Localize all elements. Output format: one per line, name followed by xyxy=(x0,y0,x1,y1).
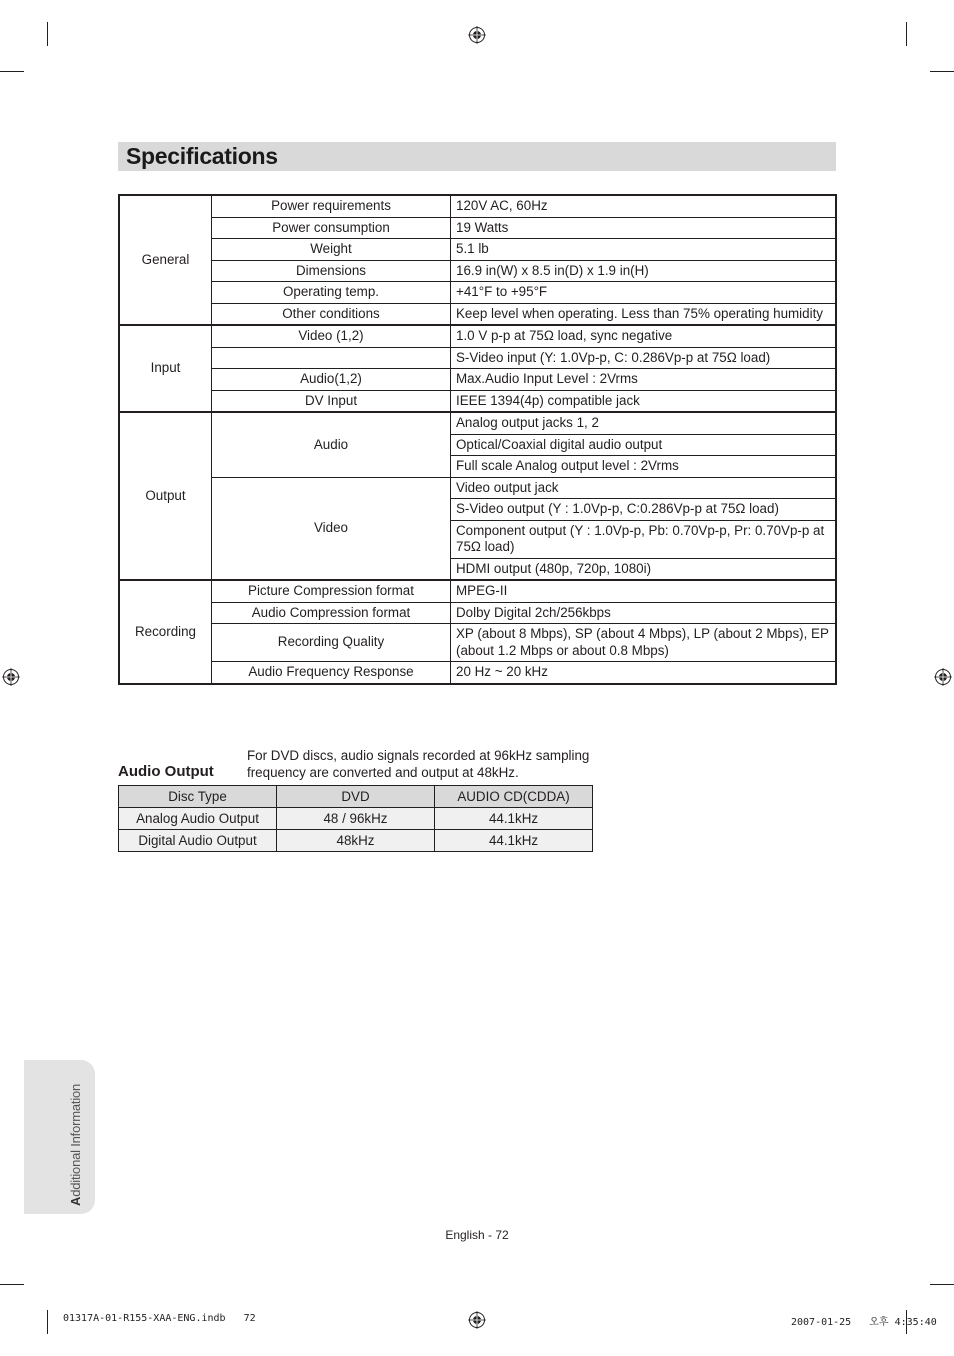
value-cell: 5.1 lb xyxy=(451,239,837,261)
category-cell: Recording xyxy=(119,580,212,684)
crop-mark xyxy=(0,71,24,72)
value-cell: S-Video input (Y: 1.0Vp-p, C: 0.286Vp-p at 75Ω load) xyxy=(451,347,837,369)
table-row xyxy=(119,369,836,391)
audio-output-note: For DVD discs, audio signals recorded at 96kHz sampling frequency are converted and output at 48kHz. xyxy=(247,748,590,780)
table-row xyxy=(119,580,836,602)
side-tab-first-letter: A xyxy=(68,1196,83,1206)
item-cell: Power consumption xyxy=(212,217,451,239)
table-row xyxy=(119,347,836,369)
table-row xyxy=(119,624,836,662)
value-cell: Dolby Digital 2ch/256kbps xyxy=(451,602,837,624)
value-cell: MPEG-II xyxy=(451,580,837,602)
table-row xyxy=(119,662,836,684)
item-cell: Operating temp. xyxy=(212,282,451,304)
table-row xyxy=(119,477,836,499)
print-file-info: 01317A-01-R155-XAA-ENG.indb 72 xyxy=(63,1313,256,1324)
table-row xyxy=(119,602,836,624)
table-row xyxy=(119,808,593,830)
column-header: AUDIO CD(CDDA) xyxy=(435,786,593,808)
category-cell: Input xyxy=(119,325,212,412)
spec-group-recording xyxy=(119,580,836,684)
registration-mark-icon xyxy=(468,1311,486,1329)
spec-group-output xyxy=(119,412,836,580)
table-cell: Analog Audio Output xyxy=(119,808,277,830)
table-row xyxy=(119,239,836,261)
print-date-info: 2007-01-25 오후 4:35:40 xyxy=(791,1317,937,1328)
table-cell: 48 / 96kHz xyxy=(277,808,435,830)
table-header-row xyxy=(119,786,593,808)
item-cell: Picture Compression format xyxy=(212,580,451,602)
value-cell: IEEE 1394(4p) compatible jack xyxy=(451,390,837,412)
value-cell: +41°F to +95°F xyxy=(451,282,837,304)
registration-mark-icon xyxy=(934,668,952,686)
value-cell: Analog output jacks 1, 2 xyxy=(451,412,837,434)
table-cell: 48kHz xyxy=(277,830,435,852)
section-side-tab xyxy=(24,1060,95,1214)
value-cell: 16.9 in(W) x 8.5 in(D) x 1.9 in(H) xyxy=(451,260,837,282)
item-cell: Weight xyxy=(212,239,451,261)
table-cell: 44.1kHz xyxy=(435,808,593,830)
table-cell: Digital Audio Output xyxy=(119,830,277,852)
category-cell: General xyxy=(119,195,212,325)
table-row xyxy=(119,217,836,239)
column-header: Disc Type xyxy=(119,786,277,808)
value-cell: S-Video output (Y : 1.0Vp-p, C:0.286Vp-p at 75Ω load) xyxy=(451,499,837,521)
crop-mark xyxy=(930,71,954,72)
item-cell: Power requirements xyxy=(212,195,451,217)
value-cell: 120V AC, 60Hz xyxy=(451,195,837,217)
crop-mark xyxy=(0,1284,24,1285)
registration-mark-icon xyxy=(2,668,20,686)
title-bar xyxy=(118,142,836,171)
item-cell: DV Input xyxy=(212,390,451,412)
registration-mark-icon xyxy=(468,26,486,44)
item-cell: Audio xyxy=(212,412,451,477)
column-header: DVD xyxy=(277,786,435,808)
table-row xyxy=(119,830,593,852)
item-cell: Audio Compression format xyxy=(212,602,451,624)
item-cell: Recording Quality xyxy=(212,624,451,662)
table-cell: 44.1kHz xyxy=(435,830,593,852)
crop-mark xyxy=(930,1284,954,1285)
table-row xyxy=(119,412,836,434)
value-cell: Optical/Coaxial digital audio output xyxy=(451,434,837,456)
value-cell: XP (about 8 Mbps), SP (about 4 Mbps), LP (about 2 Mbps), EP (about 1.2 Mbps or about 0.8 Mbps) xyxy=(451,624,837,662)
item-cell xyxy=(212,347,451,369)
value-cell: HDMI output (480p, 720p, 1080i) xyxy=(451,558,837,580)
value-cell: Video output jack xyxy=(451,477,837,499)
specifications-table xyxy=(118,194,837,685)
item-cell: Video xyxy=(212,477,451,580)
page-title: Specifications xyxy=(126,143,278,169)
item-cell: Other conditions xyxy=(212,303,451,325)
table-row xyxy=(119,260,836,282)
crop-mark xyxy=(47,22,48,46)
item-cell: Audio(1,2) xyxy=(212,369,451,391)
value-cell: 1.0 V p-p at 75Ω load, sync negative xyxy=(451,325,837,347)
table-row xyxy=(119,390,836,412)
page-number: English - 72 xyxy=(445,1228,509,1242)
side-tab-rest: dditional Information xyxy=(68,1083,83,1197)
section-side-tab-label xyxy=(68,1084,83,1206)
value-cell: Max.Audio Input Level : 2Vrms xyxy=(451,369,837,391)
item-cell: Dimensions xyxy=(212,260,451,282)
crop-mark xyxy=(47,1310,48,1334)
item-cell: Audio Frequency Response xyxy=(212,662,451,684)
spec-group-input xyxy=(119,325,836,412)
audio-output-table xyxy=(118,785,593,852)
table-row xyxy=(119,195,836,217)
table-row xyxy=(119,282,836,304)
table-row xyxy=(119,325,836,347)
value-cell: 19 Watts xyxy=(451,217,837,239)
value-cell: Component output (Y : 1.0Vp-p, Pb: 0.70Vp-p, Pr: 0.70Vp-p at 75Ω load) xyxy=(451,520,837,558)
value-cell: Full scale Analog output level : 2Vrms xyxy=(451,456,837,478)
audio-output-heading: Audio Output xyxy=(118,763,214,780)
item-cell: Video (1,2) xyxy=(212,325,451,347)
value-cell: Keep level when operating. Less than 75% operating humidity xyxy=(451,303,837,325)
spec-group-general xyxy=(119,195,836,325)
category-cell: Output xyxy=(119,412,212,580)
crop-mark xyxy=(906,22,907,46)
table-row xyxy=(119,303,836,325)
value-cell: 20 Hz ~ 20 kHz xyxy=(451,662,837,684)
